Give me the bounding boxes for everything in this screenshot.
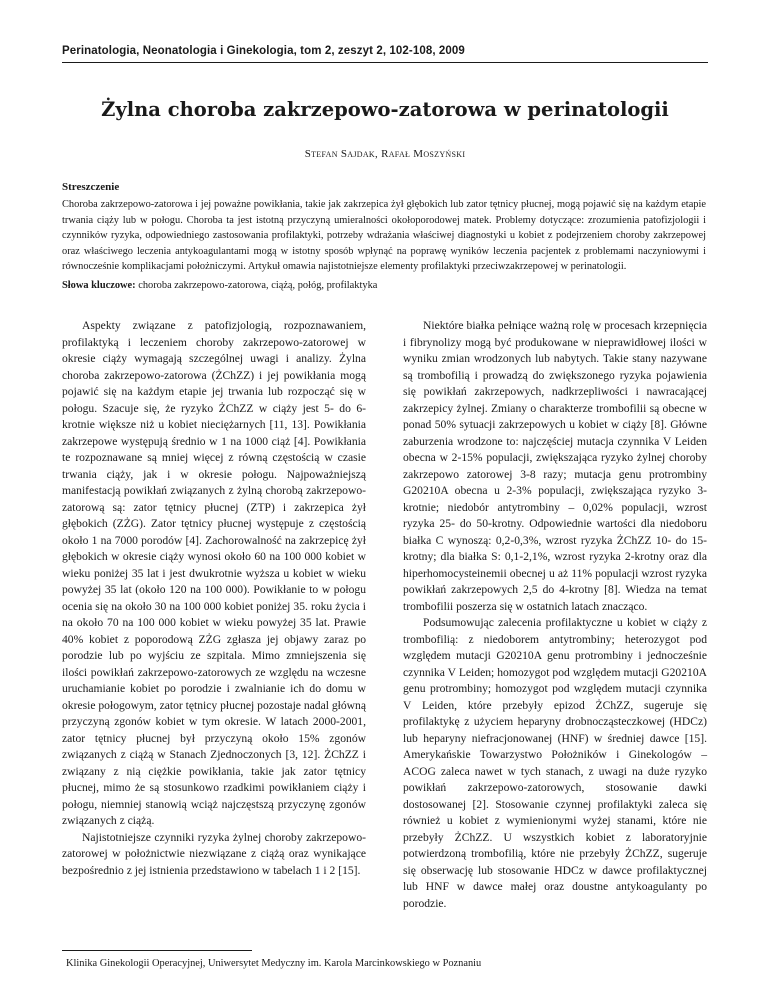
running-header: Perinatologia, Neonatologia i Ginekologia, tom 2, zeszyt 2, 102-108, 2009 (62, 45, 465, 57)
abstract-heading: Streszczenie (62, 181, 120, 193)
body-paragraph: Podsumowując zalecenia profilaktyczne u kobiet w ciąży z trombofilią: z niedoborem antytrombiny; heterozygot pod względem mutacji G20210A genu protrombiny i jednocześnie czynnika V Leiden; homozygot pod względem mutacji G20210A genu protrombiny; homozygot pod względem mutacji czynnika V Leiden, które przebyły epizod ŻChZZ, sugeruje się profilaktykę z użyciem heparyny drobnocząsteczkowej (HDCz) lub heparyny niefracjonowanej (HNF) w średniej dawce [15]. Amerykańskie Towarzystwo Położników i Ginekologów – ACOG zaleca nawet w tych stanach, z uwagi na duże ryzyko powikłań zakrzepowo-zatorowych, stosowanie dawki dostosowanej [2]. Stosowanie czynnej profilaktyki zaleca się również u kobiet z wymienionymi wyżej stanami, które nie przebyły ŻChZZ. U wszystkich kobiet z laboratoryjnie potwierdzoną trombofilią, które nie przebyły ŻChZZ, sugeruje się obserwację lub stosowanie HDCz w dawce profilaktycznej lub HNF w dawce małej oraz doustne antykoagulanty po porodzie. (403, 616, 707, 910)
author-affiliation: Klinika Ginekologii Operacyjnej, Uniwersytet Medyczny im. Karola Marcinkowskiego w Poznaniu (66, 958, 482, 969)
article-title: Żylna choroba zakrzepowo-zatorowa w perinatologii (101, 98, 669, 121)
body-column-left (62, 318, 366, 879)
abstract-text: Choroba zakrzepowo-zatorowa i jej poważne powikłania, takie jak zakrzepica żył głębokich lub zator tętnicy płucnej, mogą pojawić się na każdym etapie trwania ciąży lub w połogu. Choroba ta jest istotną przyczyną umieralności okołoporodowej matek. Problemy dotyczące: zrozumienia patofizjologii i czynników ryzyka, odpowiedniego zastosowania profilaktyki, potrzeby wdrażania właściwej diagnostyki u kobiet z podejrzeniem choroby zakrzepowej oraz właściwego leczenia antykoagulantami mogą w istotny sposób wpłynąć na poprawę wyników leczenia pacjentek z problemami naczyniowymi i równocześnie komplikacjami położniczymi. Artykuł omawia najistotniejsze elementy profilaktyki przeciwzakrzepowej w perinatologii. (62, 199, 706, 272)
body-paragraph: Najistotniejsze czynniki ryzyka żylnej choroby zakrzepowo-zatorowej w położnictwie niezwiązane z ciążą oraz wynikające bezpośrednio z jej istnienia przedstawiono w tabelach 1 i 2 [15]. (62, 830, 366, 877)
body-paragraph: Niektóre białka pełniące ważną rolę w procesach krzepnięcia i fibrynolizy mogą być produkowane w nieprawidłowej ilości w wyniku zmian wrodzonych lub nabytych. Takie stany nazywane są trombofilią i prowadzą do zwiększonego ryzyka pojawienia się powikłań zakrzepowych, nadkrzepliwości i nawracającej zakrzepicy żylnej. Zmiany o charakterze trombofilii są obecne w ponad 50% sytuacji zakrzepowych u kobiet w ciąży [8]. Główne zaburzenia wrodzone to: najczęściej mutacja czynnika V Leiden obecna w 2-15% populacji, zwiększająca ryzyko żylnej choroby zakrzepowo zatorowej 3-8 razy; mutacja genu protrombiny G20210A obecna u 2-3% populacji, zwiększająca ryzyko 3-krotnie; niedobór antytrombiny – 0,02% populacji, wzrost ryzyka 25- do 50-krotny. Odpowiednie wartości dla niedoboru białka C wynoszą: 0,2-0,3%, wzrost ryzyka ŻChZZ 10- do 15-krotny; dla białka S: 0,1-2,1%, wzrost ryzyka 2-krotny oraz dla hiperhomocysteinemii obecnej u aż 11% populacji wzrost ryzyka powikłań zakrzepowych 2,5 do 4-krotny [8]. Wiedza na temat trombofilii poszerza się w ostatnich latach znacząco. (403, 319, 707, 613)
keywords (62, 278, 706, 294)
article-authors: Stefan Sajdak, Rafał Moszyński (304, 148, 466, 160)
body-paragraph: Aspekty związane z patofizjologią, rozpoznawaniem, profilaktyką i leczeniem choroby zakrzepowo-zatorowej w okresie ciąży wymagają szczególnej uwagi i analizy. Żylna choroba zakrzepowo-zatorowa (ŻChZZ) i jej powikłania mogą pojawić się na każdym etapie jej trwania lub rozpocząć się w połogu. Szacuje się, że ryzyko ŻChZZ w ciąży jest 5- do 6-krotnie większe niż u kobiet nieciężarnych [11, 13]. Powikłania zakrzepowe występują średnio w 1 na 1000 ciąż [4]. Powikłania te rozpoznawane są mniej więcej z równą częstością w czasie trwania ciąży, jak i w okresie połogu. Najpoważniejszą manifestacją powikłań związanych z żylną chorobą zakrzepowo-zatorową są: zator tętnicy płucnej (ZTP) i zakrzepica żył głębokich (ZŻG). Zator tętnicy płucnej występuje z częstością około 1 na 7000 porodów [4]. Zachorowalność na zakrzepicę żył głębokich w okresie ciąży wynosi około 60 na 100 000 kobiet w wieku poniżej 35 lat i jest dwukrotnie wyższa u kobiet w wieku powyżej 35 lat (około 120 na 100 000). Powikłanie to w połogu ocenia się na około 30 na 100 000 kobiet poniżej 35. roku życia i na około 70 na 100 000 kobiet w wieku powyżej 35 lat. Prawie 40% kobiet z poporodową ZŻG zgłasza jej objawy zaraz po porodzie lub po wyjściu ze szpitala. Mimo zmniejszenia się ilości powikłań zakrzepowo-zatorowych ze względu na wczesne uruchamianie kobiet po porodzie i zwalnianie ich do domu w okresie połogowym, zator tętnicy płucnej pozostaje nadal główną przyczyną zgonów kobiet w tym okresie. W latach 2000-2001, zator tętnicy płucnej był przyczyną około 15% zgonów związanych z ciążą w Stanach Zjednoczonych [3, 12]. ŻChZZ i związany z nią ciężkie powikłania, takie jak zator tętnicy płucnej, mimo że są stosunkowo rzadkimi powikłaniem ciąży i połogu, niemniej stanowią wciąż najczęstszą przyczynę zgonów związanych z ciążą. (62, 319, 366, 827)
body-column-right (403, 318, 707, 912)
header-rule (62, 62, 708, 63)
footnote-rule (62, 950, 252, 951)
keywords-label: Słowa kluczowe: (62, 280, 136, 291)
keywords-list: choroba zakrzepowo-zatorowa, ciążą, połóg, profilaktyka (138, 280, 378, 291)
